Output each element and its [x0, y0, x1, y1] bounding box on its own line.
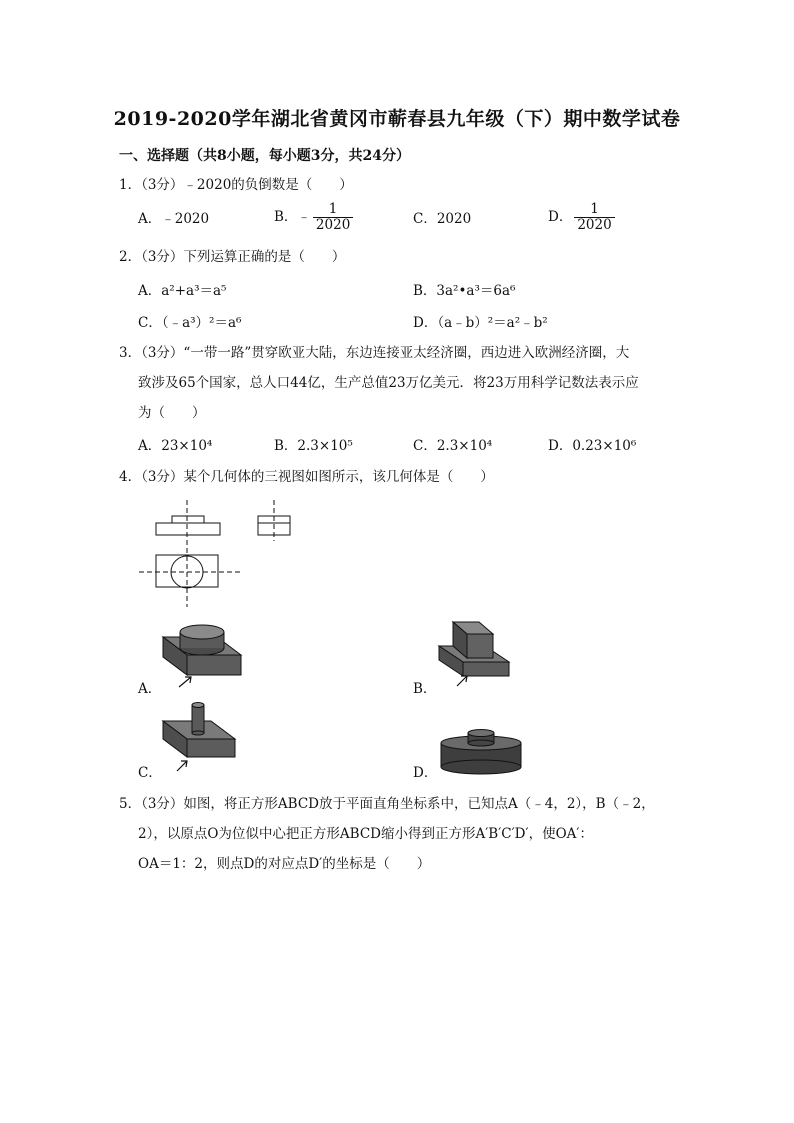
- front-view-top: [172, 516, 204, 523]
- q2-option-b: B．3a²•a³＝6a⁶: [413, 283, 516, 299]
- q4-option-a-label: A．: [138, 681, 162, 697]
- fraction-denominator: 2020: [315, 217, 351, 233]
- q4-option-d-figure: [438, 725, 528, 777]
- question-3-line-2: 致涉及65个国家，总人口44亿，生产总值23万亿美元．将23万用科学记数法表示应: [138, 375, 639, 391]
- front-view-base: [156, 523, 220, 535]
- q1-option-d-prefix: D．: [548, 209, 573, 225]
- fraction-numerator: 1: [574, 202, 614, 218]
- question-4-stem: 4．（3分）某个几何体的三视图如图所示，该几何体是（ ）: [119, 469, 494, 485]
- q2-option-a: A．a²+a³＝a⁵: [138, 283, 227, 299]
- q1-option-b: [274, 202, 353, 233]
- q4-option-a-figure: [155, 615, 250, 695]
- question-3-line-3: 为（ ）: [138, 405, 206, 421]
- three-view-drawing: [135, 495, 305, 610]
- question-2-stem: 2．（3分）下列运算正确的是（ ）: [119, 249, 346, 265]
- section-heading: 一、选择题（共8小题，每小题3分，共24分）: [119, 148, 410, 164]
- fraction-denominator: 2020: [577, 217, 612, 233]
- q1-option-a: A．﹣2020: [138, 211, 210, 227]
- question-3-line-1: 3．（3分）“一带一路”贯穿欧亚大陆，东边连接亚太经济圈，西边进入欧洲经济圈，大: [119, 345, 630, 361]
- q2-option-c: C．（﹣a³）²＝a⁶: [138, 315, 242, 331]
- q1-option-b-fraction: [313, 202, 353, 233]
- question-5-line-1: 5．（3分）如图，将正方形ABCD放于平面直角坐标系中，已知点A（﹣4，2），B（﹣2，: [119, 796, 655, 812]
- question-5-line-2: 2），以原点O为位似中心把正方形ABCD缩小得到正方形A′B′C′D′，使OA′：: [138, 826, 593, 842]
- q1-option-d-fraction: [574, 202, 614, 233]
- exam-title: 2019-2020学年湖北省黄冈市蕲春县九年级（下）期中数学试卷: [113, 108, 681, 130]
- fraction-numerator: 1: [313, 202, 353, 218]
- q1-option-c: C．2020: [413, 211, 472, 227]
- q4-option-d-label: D．: [413, 765, 438, 781]
- question-1-stem: 1．（3分）﹣2020的负倒数是（ ）: [119, 177, 353, 193]
- q4-option-b-label: B．: [413, 681, 437, 697]
- q3-option-b: B．2.3×10⁵: [274, 438, 353, 454]
- q1-option-d: [548, 202, 615, 233]
- q3-option-a: A．23×10⁴: [138, 438, 213, 454]
- q4-option-b-figure: [435, 612, 520, 692]
- question-5-line-3: OA＝1：2，则点D的对应点D′的坐标是（ ）: [138, 856, 431, 872]
- q3-option-c: C．2.3×10⁴: [413, 438, 493, 454]
- q2-option-d: D．（a﹣b）²＝a²﹣b²: [413, 315, 548, 331]
- q4-option-c-label: C．: [138, 765, 162, 781]
- q3-option-d: D．0.23×10⁶: [548, 438, 637, 454]
- q4-option-c-figure: [155, 697, 245, 779]
- q1-option-b-prefix: B．﹣: [274, 209, 311, 225]
